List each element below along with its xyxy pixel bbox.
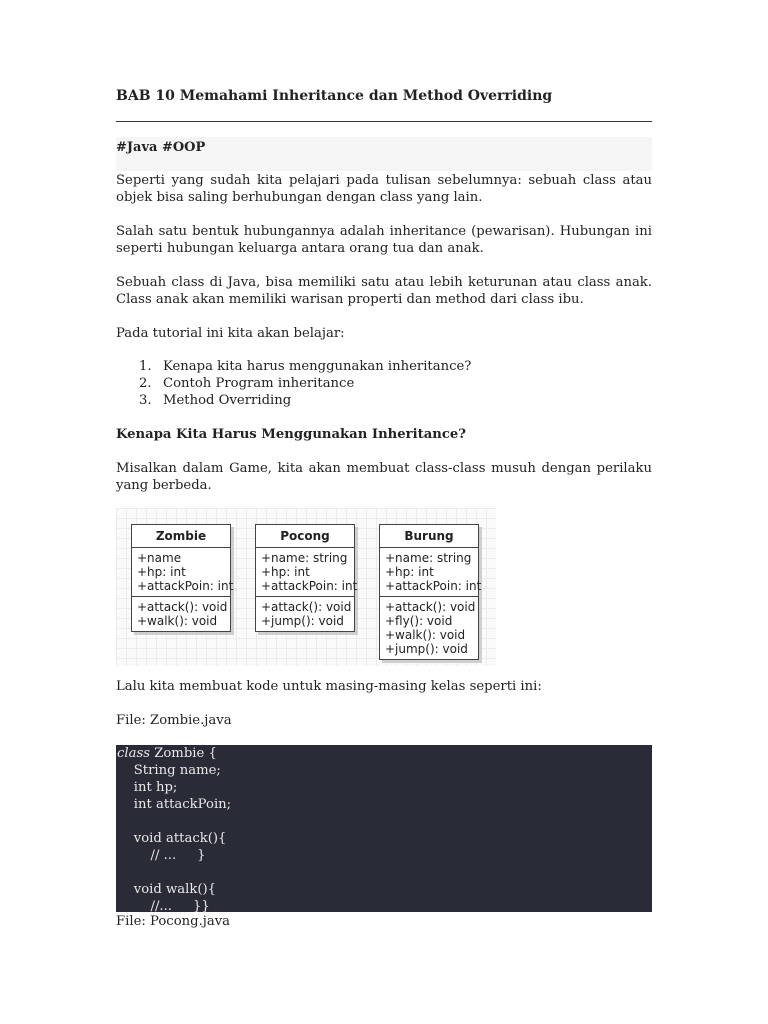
uml-method: +walk(): void [385,628,466,642]
uml-attribute: +hp: int [385,565,434,579]
uml-methods [132,596,230,631]
file-label-zombie: File: Zombie.java [116,713,232,728]
code-first-line: Zombie { [150,746,217,761]
code-body: String name; int hp; int attackPoin; void attack(){ // ... } void walk(){ //... }} [133,763,232,912]
uml-method: +attack(): void [385,600,476,614]
uml-class-burung [379,524,482,660]
list-item [116,358,471,375]
list-number: 2. [139,376,152,391]
topics-list [116,358,471,409]
tags-text: #Java #OOP [116,140,206,155]
uml-method: +fly(): void [385,614,453,628]
list-item [116,392,471,409]
code-keyword: class [117,746,151,761]
uml-method: +attack(): void [261,600,352,614]
uml-method: +walk(): void [137,614,218,628]
paragraph-inheritance: Salah satu bentuk hubungannya adalah inheritance (pewarisan). Hubungan ini seperti hubungan keluarga antara orang tua dan anak. [116,224,652,256]
uml-attribute: +name: string [385,551,472,565]
document-title: BAB 10 Memahami Inheritance dan Method Overriding [116,88,553,104]
uml-methods [380,596,478,659]
uml-class-zombie [131,524,234,632]
uml-attribute: +attackPoin: int [137,579,234,593]
uml-attributes [380,548,482,596]
paragraph-intro: Seperti yang sudah kita pelajari pada tulisan sebelumnya: sebuah class atau objek bisa saling berhubungan dengan class yang lain. [116,173,652,205]
file-label-pocong: File: Pocong.java [116,914,231,929]
uml-attribute: +name: string [261,551,348,565]
uml-class-name: Pocong [256,525,354,548]
uml-class-name: Zombie [132,525,230,548]
paragraph-tutorial: Pada tutorial ini kita akan belajar: [116,326,345,341]
list-number: 3. [139,393,152,408]
paragraph-game: Misalkan dalam Game, kita akan membuat class-class musuh dengan perilaku yang berbeda. [116,461,652,493]
code-block-zombie [116,745,652,912]
paragraph-code-intro: Lalu kita membuat kode untuk masing-masing kelas seperti ini: [116,679,542,694]
uml-methods [256,596,354,631]
paragraph-java-class: Sebuah class di Java, bisa memiliki satu atau lebih keturunan atau class anak. Class anak akan memiliki warisan properti dan method dari class ibu. [116,275,652,307]
uml-class-name: Burung [380,525,478,548]
list-number: 1. [139,359,152,374]
list-text: Contoh Program inheritance [163,376,355,391]
uml-class-pocong [255,524,358,632]
list-item [116,375,471,392]
uml-attributes [132,548,234,596]
uml-method: +jump(): void [261,614,344,628]
uml-attribute: +hp: int [137,565,186,579]
uml-attribute: +hp: int [261,565,310,579]
code-content [116,745,652,912]
uml-class-diagram [116,508,496,666]
title-divider [116,121,652,122]
uml-method: +jump(): void [385,642,468,656]
uml-attribute: +name [137,551,182,565]
uml-attributes [256,548,358,596]
section-heading: Kenapa Kita Harus Menggunakan Inheritance? [116,427,466,442]
uml-attribute: +attackPoin: int [385,579,482,593]
uml-attribute: +attackPoin: int [261,579,358,593]
list-text: Method Overriding [163,393,292,408]
list-text: Kenapa kita harus menggunakan inheritance? [163,359,472,374]
uml-method: +attack(): void [137,600,228,614]
